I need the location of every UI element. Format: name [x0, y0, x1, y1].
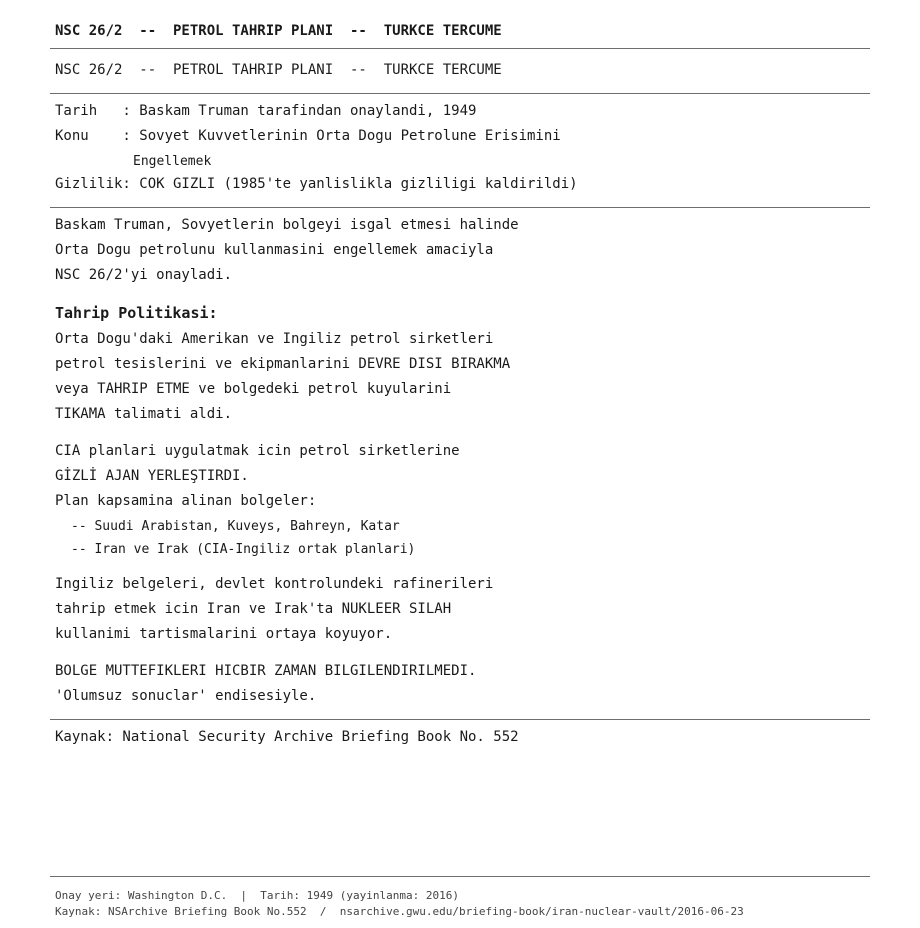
- intro-line: Baskam Truman, Sovyetlerin bolgeyi isgal etmesi halinde: [55, 217, 519, 233]
- divider: [50, 48, 870, 49]
- allies-line: BOLGE MUTTEFIKLERI HICBIR ZAMAN BILGILENDIRILMEDI.: [55, 663, 477, 679]
- policy-line: TIKAMA talimati aldi.: [55, 406, 233, 422]
- allies-line: 'Olumsuz sonuclar' endisesiyle.: [55, 688, 317, 704]
- divider: [50, 93, 870, 94]
- cia-line: CIA planlari uygulatmak icin petrol sirketlerine: [55, 443, 460, 459]
- meta-subject: Konu : Sovyet Kuvvetlerinin Orta Dogu Petrolune Erisimini: [55, 128, 561, 144]
- meta-date: Tarih : Baskam Truman tarafindan onaylandi, 1949: [55, 103, 477, 119]
- region-item: -- Suudi Arabistan, Kuveys, Bahreyn, Katar: [71, 519, 400, 534]
- region-item: -- Iran ve Irak (CIA-Ingiliz ortak planlari): [71, 542, 416, 557]
- source-citation: Kaynak: National Security Archive Briefing Book No. 552: [55, 729, 519, 745]
- footer-source-line: Kaynak: NSArchive Briefing Book No.552 / nsarchive.gwu.edu/briefing-book/iran-nuclear-vault/2016-06-23: [55, 905, 744, 918]
- meta-subject-continuation: Engellemek: [133, 154, 212, 169]
- intro-line: Orta Dogu petrolunu kullanmasini engellemek amaciyla: [55, 242, 494, 258]
- meta-classification: Gizlilik: COK GIZLI (1985'te yanlislikla gizliligi kaldirildi): [55, 176, 578, 192]
- footer-approval-line: Onay yeri: Washington D.C. | Tarih: 1949 (yayinlanma: 2016): [55, 889, 459, 902]
- intro-line: NSC 26/2'yi onayladi.: [55, 267, 233, 283]
- cia-line: GİZLİ AJAN YERLEŞTIRDI.: [55, 468, 249, 484]
- document-subtitle: NSC 26/2 -- PETROL TAHRIP PLANI -- TURKCE TERCUME: [55, 62, 502, 78]
- policy-heading: Tahrip Politikasi:: [55, 304, 218, 322]
- british-line: kullanimi tartismalarini ortaya koyuyor.: [55, 626, 393, 642]
- british-line: tahrip etmek icin Iran ve Irak'ta NUKLEER SILAH: [55, 601, 452, 617]
- document-title: NSC 26/2 -- PETROL TAHRIP PLANI -- TURKCE TERCUME: [55, 23, 502, 39]
- cia-line: Plan kapsamina alinan bolgeler:: [55, 493, 317, 509]
- divider: [50, 207, 870, 208]
- policy-line: veya TAHRIP ETME ve bolgedeki petrol kuyularini: [55, 381, 452, 397]
- footer-divider: [50, 876, 870, 877]
- british-line: Ingiliz belgeleri, devlet kontrolundeki rafinerileri: [55, 576, 494, 592]
- policy-line: Orta Dogu'daki Amerikan ve Ingiliz petrol sirketleri: [55, 331, 494, 347]
- divider: [50, 719, 870, 720]
- policy-line: petrol tesislerini ve ekipmanlarini DEVRE DISI BIRAKMA: [55, 356, 511, 372]
